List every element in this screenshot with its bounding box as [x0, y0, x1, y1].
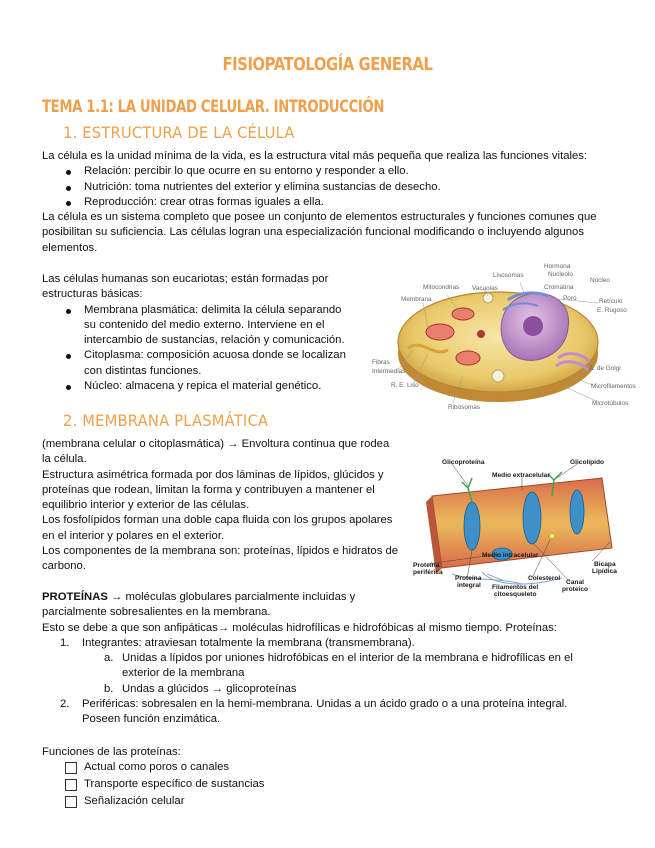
unit-title: TEMA 1.1: LA UNIDAD CELULAR. INTRODUCCIÓN	[42, 97, 385, 117]
list-item-line: Periféricas: sobresalen en la hemi-membrana. Unidas a un ácido grado o a una proteína integral.	[82, 698, 568, 711]
animal-cell-diagram	[368, 258, 636, 416]
eukaryote-line: Las células humanas son eucariotas; están formadas por	[42, 273, 329, 285]
label-proteina-integral-2: integral	[457, 582, 481, 589]
protein-functions-checklist	[42, 760, 442, 811]
mitochondrion	[452, 308, 474, 320]
list-item	[42, 379, 372, 394]
list-item	[42, 697, 642, 728]
label-proteina-integral: Proteína	[455, 575, 482, 582]
label-reticulo-rugoso: E. Rugoso	[597, 307, 627, 314]
section2-line: Los fosfolípidos forman una doble capa fluida con los grupos apolares	[42, 514, 393, 527]
channel-protein	[523, 492, 541, 544]
label-bicapa: Bicapa	[594, 561, 616, 568]
list-item-line: exterior de la membrana	[122, 667, 245, 680]
proteins-line	[42, 590, 642, 605]
section2-line: Estructura asimétrica formada por dos láminas de lípidos, glúcidos y	[42, 468, 384, 481]
section2-line: Los componentes de la membrana son: proteínas, lípidos e hidratos de	[42, 545, 399, 558]
list-item	[42, 651, 642, 682]
section1-intro: La célula es la unidad mínima de la vida, es la estructura vital más pequeña que realiza las funciones vitales:	[42, 150, 588, 162]
label-filamentos: Filamentos del	[492, 584, 539, 591]
list-item-line: Poseen función enzimática.	[82, 713, 221, 726]
label-fibras-intermedias: Intermedias	[372, 368, 406, 375]
list-item: Reproducción: crear otras formas iguales a ella.	[42, 195, 632, 210]
section2-line: (membrana celular o citoplasmática) → Envoltura continua que rodea	[42, 438, 390, 450]
proteins-block	[42, 590, 642, 728]
checkbox[interactable]	[65, 762, 77, 774]
list-item	[42, 303, 372, 349]
vacuole	[492, 370, 504, 382]
integral-protein	[464, 502, 480, 550]
list-item-line: Unidas a lípidos por uniones hidrofóbicas en el interior de la membrana e hidrofílicas en el	[122, 652, 573, 665]
cholesterol	[549, 533, 555, 539]
mitochondrion	[456, 351, 480, 365]
checkbox[interactable]	[65, 779, 77, 791]
list-item-line: Citoplasma: composición acuosa donde se localizan	[84, 349, 346, 362]
integral-protein	[570, 490, 584, 534]
list-item	[42, 682, 642, 697]
eukaryote-line: estructuras básicas:	[42, 288, 143, 301]
checklist-label: Transporte específico de sustancias	[84, 778, 265, 791]
list-item-line: intercambio de sustancias, relación y comunicación.	[84, 334, 345, 347]
checkbox[interactable]	[65, 796, 77, 808]
checklist-item	[42, 777, 442, 794]
label-colesterol: Colesterol	[528, 575, 561, 582]
checklist-label: Señalización celular	[84, 795, 185, 808]
label-glicoproteina: Glicoproteína	[442, 459, 485, 466]
checklist-item	[42, 794, 442, 811]
section2-line: carbono.	[42, 560, 86, 573]
label-poro: Poro	[563, 295, 577, 302]
label-mitocondrias: Mitocondrias	[423, 284, 460, 291]
cell-functions-list	[42, 164, 632, 210]
list-item-line: con distintas funciones.	[84, 364, 202, 377]
proteins-heading: PROTEÍNAS	[42, 591, 108, 603]
label-fibras: Fibras	[372, 359, 390, 366]
label-nucleolo: Nucleolo	[548, 271, 573, 278]
list-item-line: Núcleo: almacena y repica el material genético.	[84, 380, 322, 393]
section1-system-line: posibilitan su suficiencia. Las células logran una especialización funcional modificando o incluyendo algunos	[42, 226, 584, 239]
lysosome	[477, 330, 485, 338]
proteins-line-rest: → moléculas globulares parcialmente incluidas y	[107, 591, 356, 603]
list-item: Relación: percibir lo que ocurre en su entorno y responder a ello.	[42, 164, 632, 179]
protein-types-list	[42, 636, 642, 728]
list-item: Nutrición: toma nutrientes del exterior y elimina sustancias de desecho.	[42, 180, 632, 195]
section-title-membrana: 2. MEMBRANA PLASMÁTICA	[63, 411, 269, 430]
proteins-line: parcialmente sobresalientes en la membrana.	[42, 606, 271, 619]
cell-structures-list	[42, 303, 372, 395]
label-medio-intracelular: Medio intracelular	[482, 552, 539, 559]
vacuole	[483, 293, 493, 303]
list-item-line: Undas a glúcidos → glicoproteínas	[122, 682, 297, 695]
section-title-estructura: 1. ESTRUCTURA DE LA CÉLULA	[63, 123, 295, 142]
section1-intro-block	[42, 149, 632, 256]
section2-line: equilibrio interior y exterior de las células.	[42, 499, 250, 512]
label-lisosomas: Lisosomas	[493, 272, 524, 279]
label-microfilamentos: Microfilamentos	[591, 383, 636, 390]
list-item-line: Membrana plasmática: delimita la célula separando	[84, 303, 342, 316]
section2-line: la célula.	[42, 453, 87, 466]
label-hormona: Hormona	[544, 263, 571, 270]
nucleolus	[523, 316, 543, 336]
label-reticulo: Retículo	[599, 298, 623, 305]
checklist-label: Actual como poros o canales	[84, 761, 230, 774]
label-proteina-periferica-2: periférica	[413, 569, 443, 576]
label-vacuolas: Vacuolas	[472, 285, 498, 292]
label-membrana: Membrana	[401, 296, 432, 303]
label-glicolipido: Glicolípido	[570, 459, 605, 466]
document-title: FISIOPATOLOGÍA GENERAL	[222, 54, 433, 75]
plasma-membrane-diagram	[412, 456, 630, 602]
label-microtubulos: Microtúbulos	[592, 400, 629, 407]
mitochondrion	[426, 324, 454, 340]
section1-system-line: La célula es un sistema completo que posee un conjunto de elementos estructurales y funciones comunes que	[42, 211, 597, 224]
section2-line: en el interior y polares en el exterior.	[42, 529, 225, 542]
list-number: 1.	[60, 636, 70, 649]
list-number: a.	[104, 652, 114, 665]
label-cromatina: Cromatina	[544, 284, 574, 291]
protein-functions-title: Funciones de las proteínas:	[42, 746, 181, 758]
label-nucleo: Núcleo	[590, 277, 610, 284]
label-citoesqueleto: citoesqueleto	[494, 591, 537, 598]
list-number: b.	[104, 682, 114, 695]
label-proteina-periferica: Proteína	[413, 562, 440, 569]
label-re-liso: R. E. Liso	[391, 382, 419, 389]
label-ribosomas: Ribosomas	[448, 404, 480, 411]
section2-line: proteínas que rodean, limitan la forma y contribuyen a mantener el	[42, 483, 375, 496]
label-medio-extracelular: Medio extracelular	[492, 472, 550, 479]
section2-body	[42, 437, 422, 575]
protein-functions-block	[42, 745, 442, 811]
list-item-line: su contenido del medio externo. Interviene en el	[84, 318, 325, 331]
label-bicapa-lipidica: Lipídica	[592, 568, 617, 575]
proteins-line: Esto se debe a que son anfipáticas→ moléculas hidrofílicas e hidrofóbicas al mismo tiempo. Proteínas:	[42, 621, 557, 634]
label-canal-proteico: proteico	[562, 586, 589, 593]
eukaryote-block	[42, 272, 372, 394]
label-canal: Canal	[566, 579, 584, 586]
section1-system-line: elementos.	[42, 241, 98, 254]
checklist-item	[42, 760, 442, 777]
list-item	[42, 636, 642, 651]
list-item	[42, 348, 372, 379]
label-golgi: A. de Golgi	[589, 365, 621, 372]
list-number: 2.	[60, 698, 70, 711]
list-item-text: Integrantes: atraviesan totalmente la membrana (transmembrana).	[82, 636, 415, 649]
